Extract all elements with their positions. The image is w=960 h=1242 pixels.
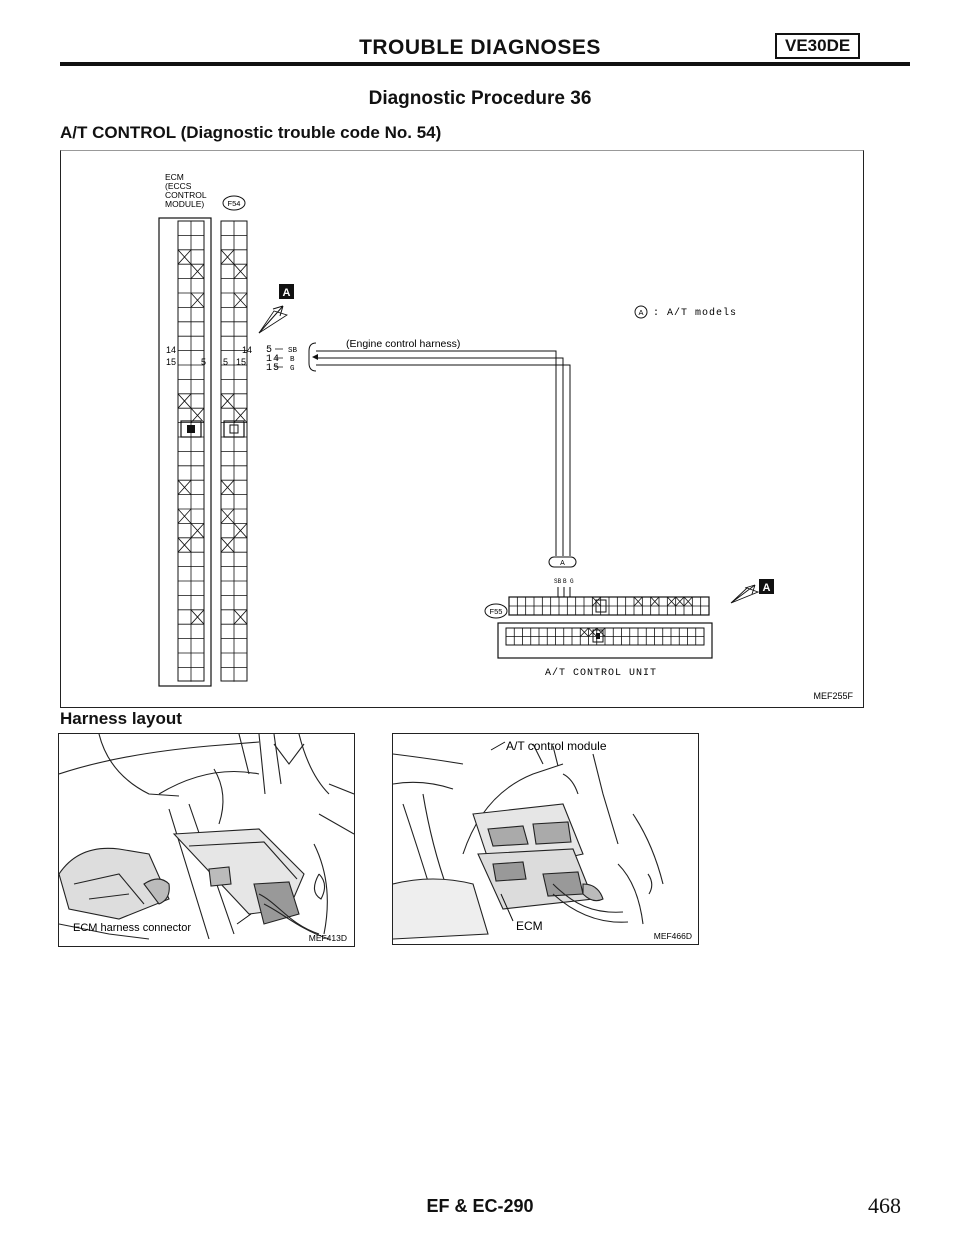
harness-wires [316, 351, 570, 556]
harness-layout-title: Harness layout [60, 709, 182, 728]
procedure-title: Diagnostic Procedure 36 [368, 88, 592, 109]
wire-color-b: B [290, 356, 295, 364]
page-header-title: TROUBLE DIAGNOSES [359, 36, 601, 59]
header-rule [60, 62, 910, 66]
arrow-outline-icon [259, 311, 287, 333]
harness-photo-left [58, 733, 355, 947]
ecm-label-3: CONTROL [165, 190, 207, 200]
connector-f55-label: F55 [489, 607, 503, 616]
wiring-diagram [60, 150, 864, 708]
wire-pin-14: 14 [266, 354, 281, 365]
arrow-pointer-icon-bottom [731, 585, 758, 603]
left-photo-figure-code: MEF413D [308, 933, 347, 943]
footer-section-code: EF & EC-290 [426, 1196, 534, 1216]
ecm-lock-filled-icon [187, 425, 195, 433]
harness-photo-right [392, 733, 699, 945]
diagram-figure-code: MEF255F [813, 691, 853, 701]
f54-pin-14: 14 [242, 345, 253, 355]
connector-f54-label: F54 [227, 199, 241, 208]
at-lock-filled-icon [596, 633, 600, 639]
ecm-label-2: (ECCS [165, 181, 192, 191]
marker-a-top-label: A [282, 287, 291, 299]
ecm-label-1: ECM [165, 172, 184, 182]
legend-text: : A/T models [653, 308, 738, 319]
wiring-diagram-svg [61, 151, 863, 707]
connector-a-letter: A [560, 560, 565, 567]
engine-tag: VE30DE [775, 33, 860, 59]
wire-pin-15: 15 [266, 363, 281, 374]
wire-color-sb: SB [288, 347, 298, 355]
right-photo-figure-code: MEF466D [653, 931, 692, 941]
ecm-callout: ECM [516, 919, 543, 933]
ecm-pin-14: 14 [165, 345, 176, 355]
harness-photo-right-svg [393, 734, 698, 944]
harness-photo-left-svg [59, 734, 354, 946]
page-number: 468 [868, 1193, 901, 1218]
at-control-unit-label: A/T CONTROL UNIT [544, 668, 658, 679]
ecm-pin-15: 15 [165, 357, 176, 367]
wire-color-bottom-b: B [563, 578, 567, 585]
f54-connector [221, 221, 252, 682]
legend-a-letter: A [638, 308, 644, 317]
engine-harness-label: (Engine control harness) [346, 338, 461, 350]
section-title: A/T CONTROL (Diagnostic trouble code No. 54) [60, 123, 442, 142]
wire-color-bottom-sb: SB [554, 578, 562, 585]
wire-colors-bottom [554, 578, 574, 585]
wire-color-g: G [290, 365, 295, 373]
wire-color-bottom-g: G [570, 578, 574, 585]
at-control-unit-connector [498, 597, 712, 658]
ecm-harness-connector-callout: ECM harness connector [73, 922, 191, 934]
f54-pin-15: 15 [236, 357, 247, 367]
ecm-label-4: MODULE) [165, 199, 205, 209]
f54-pin-5: 5 [223, 357, 229, 367]
wire-pin-5: 5 [266, 345, 274, 356]
marker-a-bottom-label: A [762, 582, 771, 594]
ecm-pin-5: 5 [201, 357, 207, 367]
at-control-module-callout: A/T control module [506, 739, 607, 753]
ecm-connector [159, 218, 211, 686]
